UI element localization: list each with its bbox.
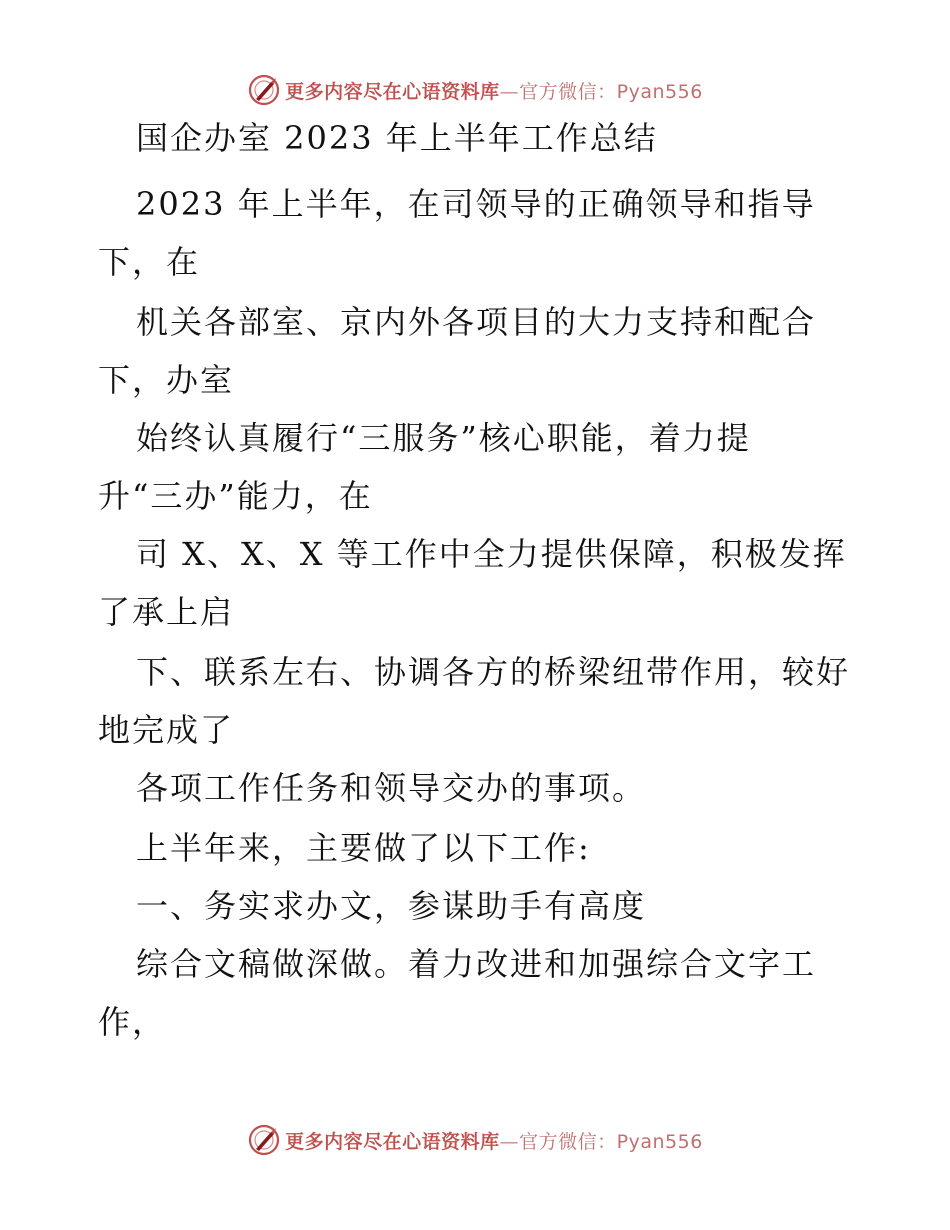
watermark-site: 更多内容尽在心语资料库: [285, 1130, 500, 1153]
paragraph-line: 了承上启: [98, 593, 235, 631]
watermark-banner-bottom: [0, 1120, 950, 1160]
watermark-dash: —: [499, 80, 520, 103]
paragraph-line: 综合文稿做深做。着力改进和加强综合文字工: [136, 945, 817, 983]
watermark-wechat: 官方微信：Pyan556: [519, 1130, 703, 1153]
paragraph-line: 上半年来，主要做了以下工作:: [136, 829, 591, 867]
watermark-text: [285, 1127, 703, 1154]
paragraph-line: 始终认真履行“三服务”核心职能，着力提: [136, 419, 751, 457]
section-heading: 一、务实求办文，参谋助手有高度: [136, 887, 647, 925]
paragraph-line: 升“三办”能力，在: [98, 477, 373, 515]
paragraph-line: 机关各部室、京内外各项目的大力支持和配合: [136, 303, 817, 341]
paragraph-line: 下，在: [98, 243, 201, 281]
watermark-text: [285, 77, 703, 104]
paragraph-line: 下、联系左右、协调各方的桥梁纽带作用，较好: [136, 653, 851, 691]
paragraph-line: 司 X、X、X 等工作中全力提供保障，积极发挥: [136, 535, 847, 573]
paragraph-line: 地完成了: [98, 711, 235, 749]
paragraph-line: 各项工作任务和领导交办的事项。: [136, 769, 647, 807]
paragraph-line: 作，: [98, 1003, 167, 1041]
watermark-wechat: 官方微信：Pyan556: [519, 80, 703, 103]
quill-logo-icon: [247, 73, 281, 107]
document-title: 国企办室 2023 年上半年工作总结: [136, 119, 658, 157]
watermark-dash: —: [499, 1130, 520, 1153]
paragraph-line: 2023 年上半年，在司领导的正确领导和指导: [136, 185, 816, 223]
quill-logo-icon: [247, 1123, 281, 1157]
watermark-site: 更多内容尽在心语资料库: [285, 80, 500, 103]
watermark-banner-top: [0, 70, 950, 110]
paragraph-line: 下，办室: [98, 361, 235, 399]
